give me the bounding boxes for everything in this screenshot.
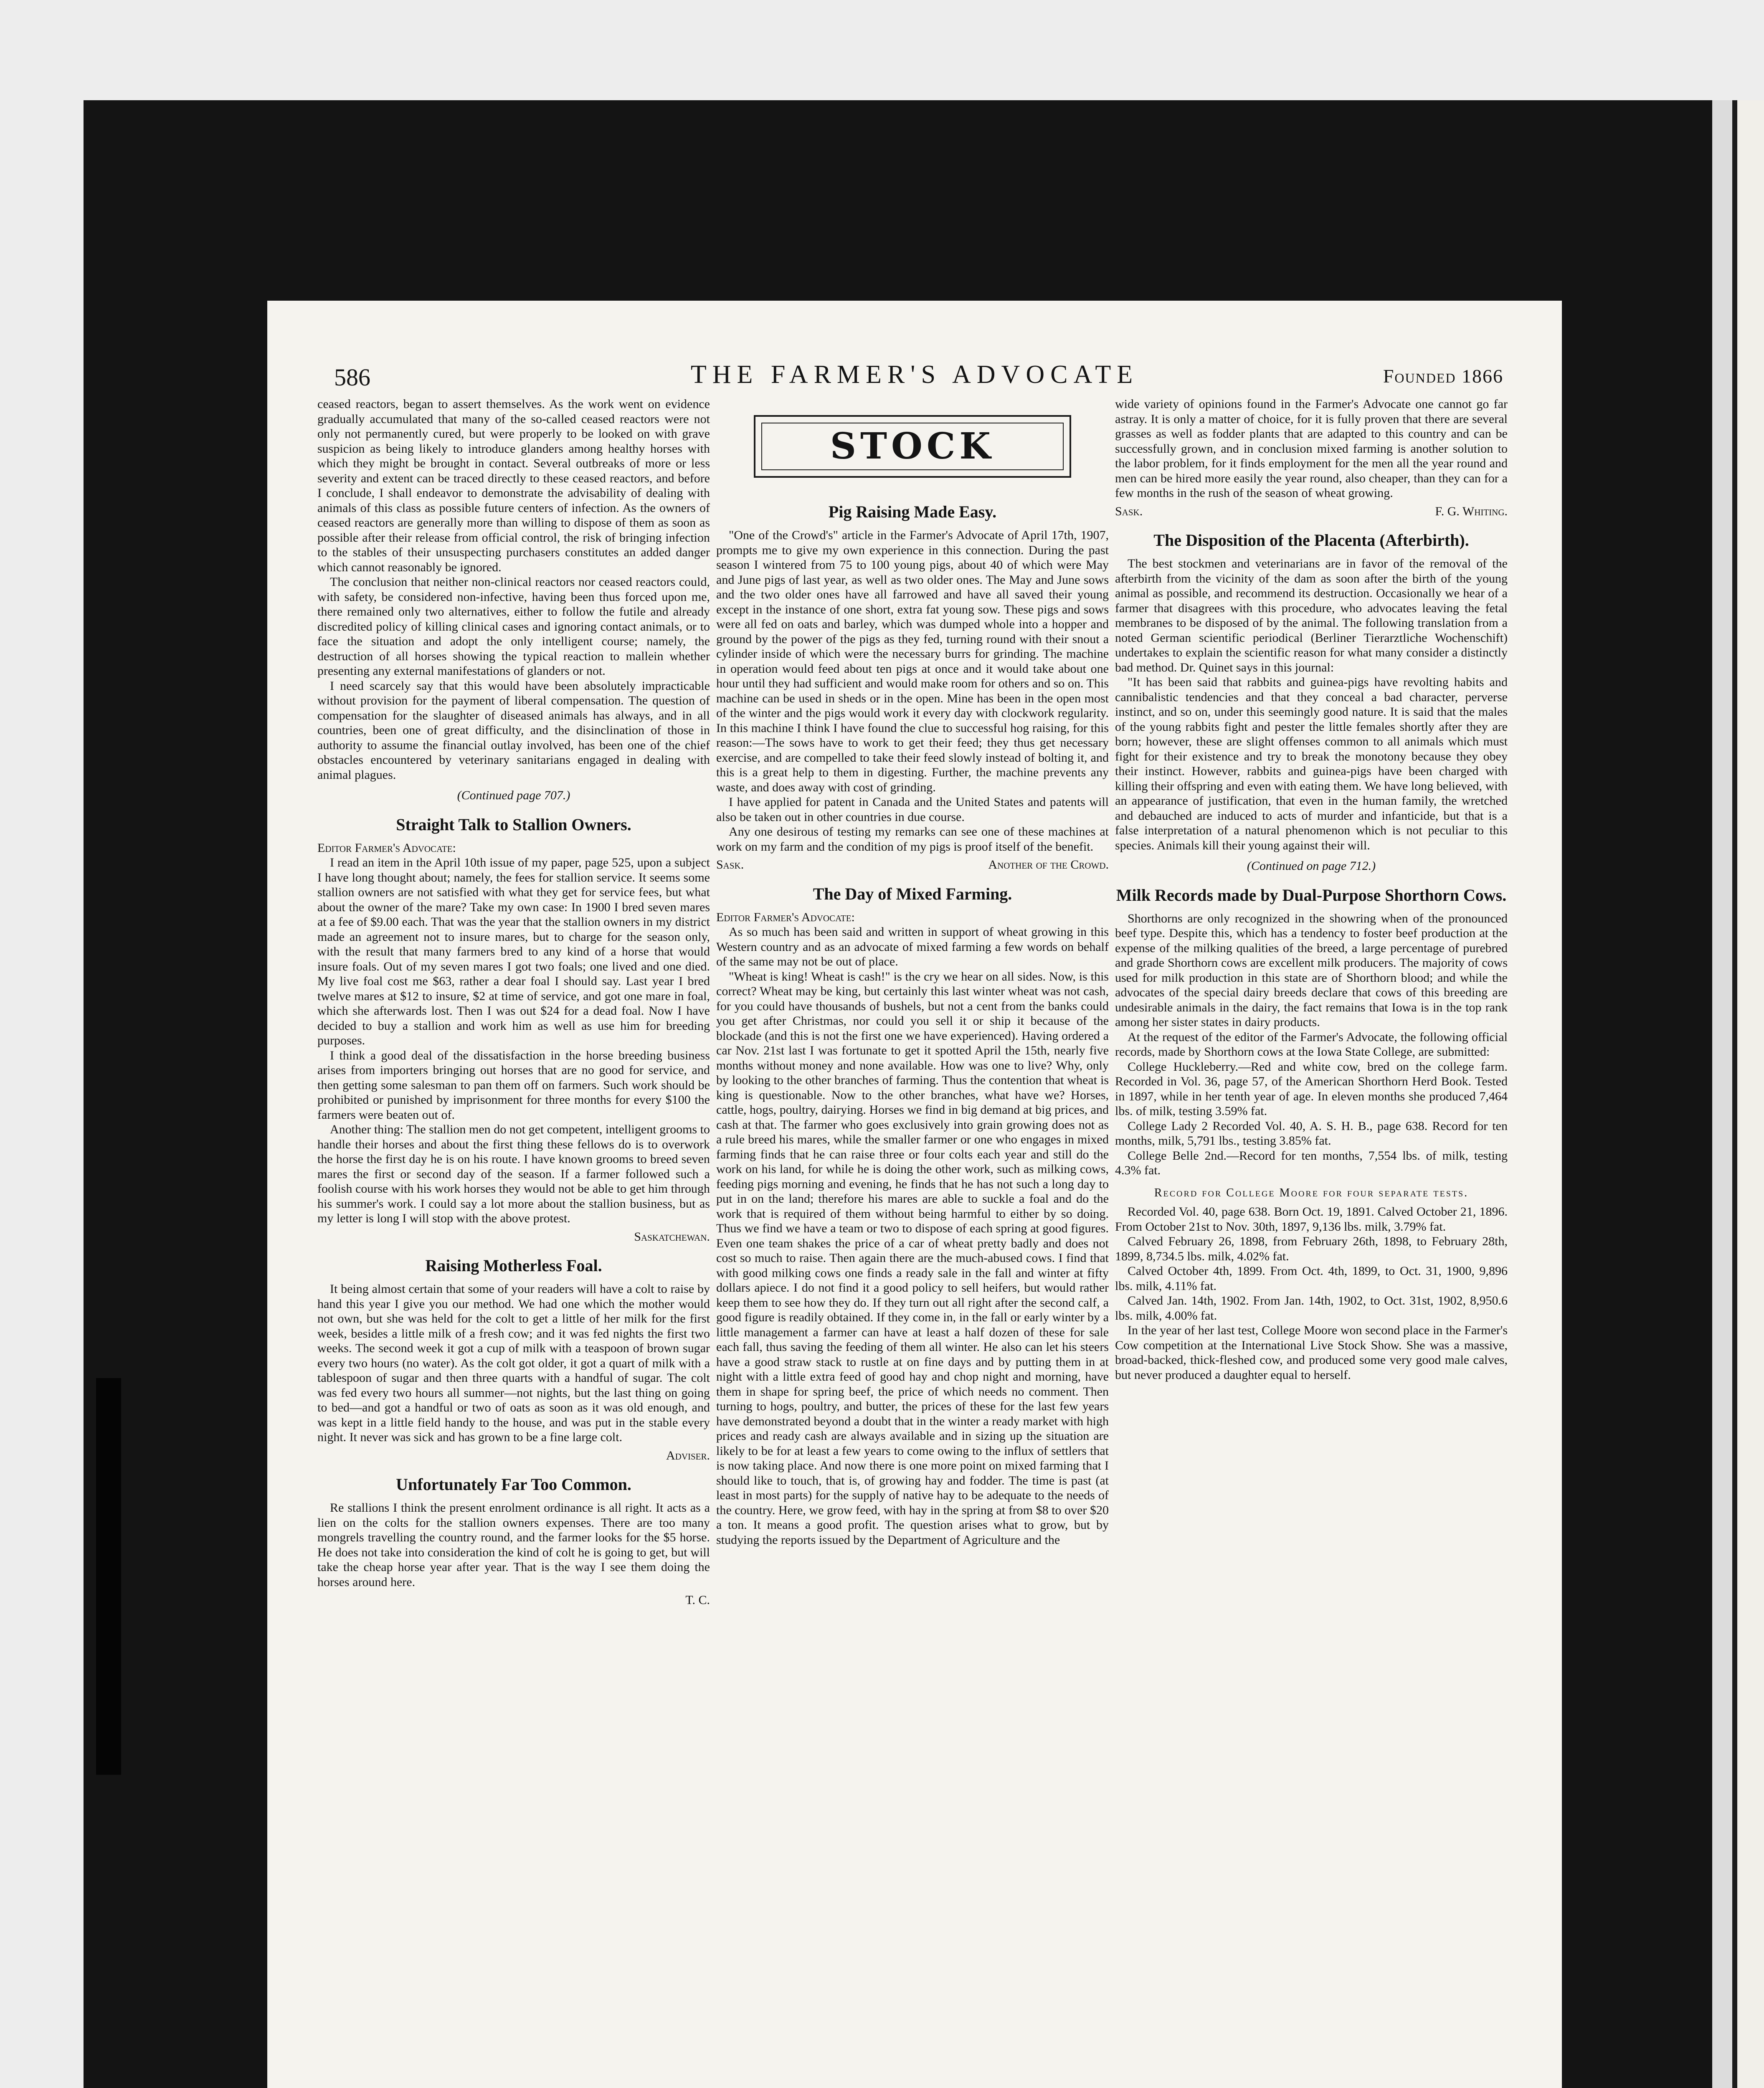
signature: F. G. Whiting. [1435, 504, 1508, 518]
paragraph: I need scarcely say that this would have been absolutely impracticable without provision for the payment of liberal compensation. The question of compensation for the slaughter of diseased animals has always, and in all countries, been one of great difficulty, and the disinclination of those in authority to assume the financial outlay involved, has been one of the chief obstacles encountered by veterinary sanitarians engaged in dealing with animal plagues. [317, 679, 710, 782]
binding-tape [96, 1378, 121, 1775]
scan-gutter [1712, 100, 1732, 2088]
section-banner-label: STOCK [761, 423, 1064, 470]
article-heading: Straight Talk to Stallion Owners. [396, 815, 631, 834]
newspaper-page [267, 301, 1562, 2088]
paragraph: As so much has been said and written in support of wheat growing in this Western country and as an advocate of mixed farming a few words on behalf of the same may not be out of place. [716, 925, 1109, 968]
column-middle [716, 397, 1109, 1547]
paragraph: "It has been said that rabbits and guinea-pigs have revolting habits and cannibalistic tendencies and that they conceal a bad character, perverse instinct, and so on, under this seemingly good nature. It is said that the males of the young rabbits fight and pester the little females shortly after they are born; however, these are slight offenses common to all animals which must fight for their existence and try to break the monotony because they obey their instinct. However, rabbits and guinea-pigs have been charged with killing their offspring and even with eating them. We have long believed, with an appearance of justification, that even in the human family, the wretched and debauched are induced to acts of murder and infanticide, but that is a false interpretation of a natural phenomenon which is not peculiar to this species. Animals kill their young against their will. [1115, 675, 1508, 852]
paragraph: Re stallions I think the present enrolment ordinance is all right. It acts as a lien on the colts for the stallion owners expenses. There are too many mongrels travelling the country round, and the farmer looks for the $5 horse. He does not take into consideration the kind of colt he is going to get, but will take the cheap horse year after year. That is the way I see them doing the horses around here. [317, 1501, 710, 1589]
editor-salutation: Editor Farmer's Advocate: [317, 841, 456, 855]
article-heading: Milk Records made by Dual-Purpose Shorthorn Cows. [1116, 885, 1507, 905]
founded-note: Founded 1866 [1383, 365, 1503, 387]
signature: Saskatchewan. [634, 1229, 710, 1244]
signature: T. C. [685, 1593, 710, 1607]
paragraph: "Wheat is king! Wheat is cash!" is the cry we hear on all sides. Now, is this correct? Wheat may be king, but certainly this last winter wheat was not cash, for you could have thousands of bushels, but not a cent from the banks could you get after Christmas, nor could you sell it or ship it because of the blockade (and this is not the first one we have experienced). Having ordered a car Nov. 21st last I was fortunate to get it spotted April the 15th, nearly five months without money and none available. How was one to live? Why, only by looking to the other branches of farming. Thus the contention that wheat is king is questionable. Now to the other branches, what have we? Horses, cattle, hogs, poultry, dairying. Horses we find in big demand at big prices, and cash at that. The farmer who goes exclusively into grain growing does not as a rule breed his mares, while the smaller farmer or one who engages in mixed farming finds that he can raise three or four colts each year and still do the work on his land, for while he is doing the other work, such as milking cows, feeding pigs morning and evening, he finds that he has not such a long day to put in on the land; therefore his mares are able to suckle a foal and do the work that is required of them without being harmful to either by so doing. Thus we find we have a team or two to dispose of each spring at good figures. Even one team shakes the price of a car of wheat pretty badly and does not cost so much to raise. Then again there are the much-abused cows. I find that with good milking cows one finds a ready sale in the fall and winter at fifty dollars apiece. I do not find it a good policy to sell heifers, but would rather keep them to see how they do. If they turn out all right after the second calf, a good figure is readily obtained. If they come in, in the fall or early winter by a little management a farmer can have at least a half dozen of these for sale each fall, thus saving the feeding of them all winter. He also can let his steers have a good straw stack to rustle at on fine days and by putting them in at night with a little extra feed of good hay and chop night and morning, have them in shape for spring beef, the price of which needs no comment. Then turning to hogs, poultry, and butter, the prices of these for the last few years have demonstrated beyond a doubt that in the winter a ready market with high prices and ready cash are always available and in sizing up the situation are likely to be for at least a few years to come owing to the influx of settlers that is now taking place. And now there is one more point on mixed farming that I should like to touch, that is, of growing hay and fodder. The time is past (at least in most parts) for the supply of native hay to be adequate to the needs of the country. Here, we grow feed, with hay in the spring at from $8 to over $20 a ton. It means a good profit. The question arises what to grow, but by studying the reports issued by the Department of Agriculture and the [716, 969, 1109, 1547]
paragraph: I read an item in the April 10th issue of my paper, page 525, upon a subject I have long thought about; namely, the fees for stallion service. It seems some stallion owners are not satisfied with what they get for service fees, but what about the owner of the mare? Take my own case: In 1900 I bred seven mares at a fee of $9.00 each. That was the year that the stallion owners in my district made an agreement not to insure mares, but to charge for the season only, with the result that many farmers bred to any kind of a horse that would insure foals. Out of my seven mares I got two foals; one lived and one died. My live foal cost me $63, rather a dear foal I should say. Last year I bred twelve mares at $12 to insure, $2 at time of service, and got one mare in foal, which she afterwards lost. Then I was out $24 for a dead foal. Now I have decided to buy a stallion and work him as well as use him for breeding purposes. [317, 856, 710, 1047]
paragraph: College Huckleberry.—Red and white cow, bred on the college farm. Recorded in Vol. 36, page 57, of the American Shorthorn Herd Book. Tested in 1897, while in her tenth year of age. In eleven months she produced 7,464 lbs. of milk, testing 3.59% fat. [1115, 1059, 1508, 1118]
paragraph: wide variety of opinions found in the Farmer's Advocate one cannot go far astray. It is only a matter of choice, for it is fully proven that there are several grasses as well as fodder plants that are adapted to this country and can be successfully grown, and in conclusion mixed farming is another solution to the labor problem, for it finds employment for the men all the year round and men can be hired more easily the year round, also cheaper, than they can for a few months in the rush of the season of wheat growing. [1115, 397, 1508, 500]
paragraph: The best stockmen and veterinarians are in favor of the removal of the afterbirth from the vicinity of the dam as soon after the birth of the young animal as possible, and recommend its destruction. Occasionally we hear of a farmer that disagrees with this procedure, who advocates leaving the fetal membranes to be disposed of by the animal. The following translation from a noted German scientific periodical (Berliner Tierarztliche Wochenschift) undertakes to explain the scientific reason for what many consider a distinctly bad method. Dr. Quinet says in this journal: [1115, 557, 1508, 674]
article-heading: The Disposition of the Placenta (Afterbirth). [1153, 531, 1469, 550]
article-heading: Pig Raising Made Easy. [828, 502, 997, 521]
record-subheading: Record for College Moore for four separate tests. [1154, 1186, 1469, 1199]
paragraph: College Belle 2nd.—Record for ten months, 7,554 lbs. of milk, testing 4.3% fat. [1115, 1148, 1508, 1177]
paragraph: At the request of the editor of the Farmer's Advocate, the following official records, made by Shorthorn cows at the Iowa State College, are submitted: [1115, 1030, 1508, 1059]
signature: Adviser. [666, 1448, 710, 1462]
paragraph: ceased reactors, began to assert themselves. As the work went on evidence gradually accumulated that many of the so-called ceased reactors were not only not permanently cured, but were properly to be looked on with grave suspicion as being likely to introduce glanders among healthy horses with which they might be brought in contact. Several outbreaks of more or less severity and extent can be traced directly to these ceased reactors, and before I conclude, I shall endeavor to demonstrate the advisability of dealing with animals of this class as possible future centers of infection. As the owners of ceased reactors are generally more than willing to dispose of them as soon as possible after their release from official control, the risk of bringing infection to the stables of their unsuspecting purchasers constitutes an added danger which cannot reasonably be ignored. [317, 397, 710, 574]
signature-place: Sask. [716, 858, 744, 872]
continued-note: (Continued page 707.) [457, 788, 570, 802]
column-left [317, 397, 710, 1612]
signature-row [1115, 504, 1508, 519]
signature-place: Sask. [1115, 504, 1143, 518]
adjacent-page-edge [1737, 100, 1764, 2088]
paragraph: I think a good deal of the dissatisfaction in the horse breeding business arises from importers bringing out horses that are no good for service, and then getting some salesman to pan them off on farmers. Such work should be prohibited or punished by imprisonment for three months for every $100 the farmers were beaten out of. [317, 1048, 710, 1122]
paragraph: Recorded Vol. 40, page 638. Born Oct. 19, 1891. Calved October 21, 1896. From October 21st to Nov. 30th, 1897, 9,136 lbs. milk, 3.79% fat. [1115, 1205, 1508, 1234]
paragraph: I have applied for patent in Canada and the United States and patents will also be taken out in other countries in due course. [716, 795, 1109, 824]
scan-frame-top [0, 0, 1764, 100]
scan-frame-left [0, 0, 84, 2088]
article-heading: The Day of Mixed Farming. [813, 884, 1012, 903]
article-heading: Raising Motherless Foal. [425, 1256, 602, 1275]
signature: Another of the Crowd. [988, 858, 1109, 872]
paragraph: "One of the Crowd's" article in the Farmer's Advocate of April 17th, 1907, prompts me to give my own experience in this connection. During the past season I wintered from 75 to 100 young pigs, about 40 of which were May and June pigs of last year, as well as two older ones. The May and June sows and the two older ones have all farrowed and have all saved their young except in the instance of one short, extra fat young sow. These pigs and sows were all fed on oats and barley, which was dumped whole into a hopper and ground by the power of the pigs as they fed, turning round with their snout a cylinder inside of which were the necessary burrs for grinding. The machine in operation would feed about ten pigs at once and it would take about one hour until they had sufficient and would make room for others and so on. This machine can be used in sheds or in the open. Mine has been in the open most of the winter and the pigs would work it every day with clockwork regularity. In this machine I think I have found the clue to successful hog raising, for this reason:—The sows have to work to get their feed; they thus get necessary exercise, and are compelled to take their feed slowly instead of bolting it, and this is a great help to them in digesting. Further, the machine prevents any waste, and does away with cost of grinding. [716, 528, 1109, 794]
paragraph: Any one desirous of testing my remarks can see one of these machines at work on my farm and the condition of my pigs is proof itself of the benefit. [716, 825, 1109, 854]
editor-salutation: Editor Farmer's Advocate: [716, 910, 855, 924]
paragraph: Shorthorns are only recognized in the showring when of the pronounced beef type. Despite this, which has a tendency to foster beef production at the expense of the milking qualities of the breed, a large percentage of purebred and grade Shorthorn cows are excellent milk producers. The majority of cows used for milk production in this state are of Shorthorn blood; and while the advocates of the special dairy breeds declare that cows of this breeding are undesirable animals in the dairy, the fact remains that Iowa is in the top rank among her sister states in dairy products. [1115, 911, 1508, 1029]
column-right [1115, 397, 1508, 1382]
paragraph: It being almost certain that some of your readers will have a colt to raise by hand this year I give you our method. We had one which the mother would not own, but she was held for the colt to get a little of her milk for the first week, besides a little milk of a fresh cow; and it was fed nights the first two weeks. The second week it got a cup of milk with a teaspoon of brown sugar every two hours (no water). As the colt got older, it got a quart of milk with a tablespoon of sugar and then three quarts with a handful of sugar. The colt was fed every two hours all summer—not nights, but the last thing on going to bed—and got a handful or two of oats as soon as it was old enough, and was kept in a little field handy to the house, and was put in the stable every night. It never was sick and has grown to be a fine large colt. [317, 1282, 710, 1444]
paragraph: Another thing: The stallion men do not get competent, intelligent grooms to handle their horses and about the first thing these fellows do is to overwork the horse the first day he is on his route. I have known grooms to breed seven mares the first or second day of the season. If a farmer followed such a foolish course with his work horses they would not be able to get him through his summer's work. I could say a lot more about the stallion business, but as my letter is long I will stop with the above protest. [317, 1123, 710, 1225]
paragraph: Calved Jan. 14th, 1902. From Jan. 14th, 1902, to Oct. 31st, 1902, 8,950.6 lbs. milk, 4.00% fat. [1115, 1294, 1508, 1323]
section-banner [754, 415, 1071, 478]
signature-row [716, 857, 1109, 872]
paragraph: Calved October 4th, 1899. From Oct. 4th, 1899, to Oct. 31, 1900, 9,896 lbs. milk, 4.11% fat. [1115, 1264, 1508, 1293]
page-number: 586 [334, 364, 370, 391]
page-header [334, 355, 1503, 397]
paragraph: Calved February 26, 1898, from February 26th, 1898, to February 28th, 1899, 8,734.5 lbs. milk, 4.02% fat. [1115, 1234, 1508, 1263]
article-heading: Unfortunately Far Too Common. [396, 1475, 631, 1494]
paragraph: College Lady 2 Recorded Vol. 40, A. S. H. B., page 638. Record for ten months, milk, 5,791 lbs., testing 3.85% fat. [1115, 1119, 1508, 1148]
paragraph: The conclusion that neither non-clinical reactors nor ceased reactors could, with safety, be considered non-infective, having been thus forced upon me, there remained only two alternatives, either to follow the futile and already discredited policy of killing clinical cases and ignoring contact animals, or to face the situation and adopt the only intelligent course; namely, the destruction of all horses showing the typical reaction to mallein whether presenting any external manifestations of glanders or not. [317, 575, 710, 678]
continued-note: (Continued on page 712.) [1247, 859, 1376, 873]
paragraph: In the year of her last test, College Moore won second place in the Farmer's Cow competition at the International Live Stock Show. She was a massive, broad-backed, thick-fleshed cow, and produced some very good male calves, but never produced a daughter equal to herself. [1115, 1323, 1508, 1382]
masthead-title: THE FARMER'S ADVOCATE [690, 360, 1139, 389]
